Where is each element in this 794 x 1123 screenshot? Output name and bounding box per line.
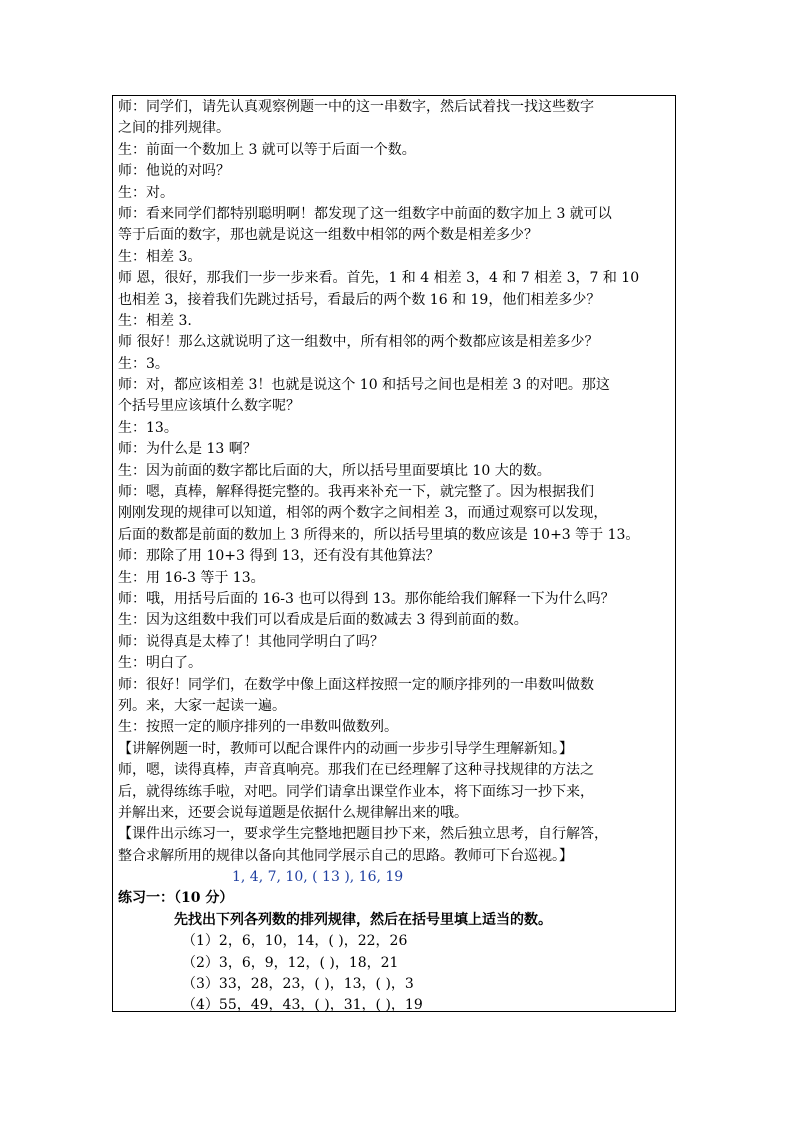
dialogue-line: 师：同学们，请先认真观察例题一中的这一串数字，然后试着找一找这些数字 (118, 99, 594, 115)
dialogue-line: 后，就得练练手啦，对吧。同学们请拿出课堂作业本，将下面练习一抄下来， (118, 783, 594, 800)
dialogue-line: 列。来，大家一起读一遍。 (118, 697, 286, 714)
exercise-instruction: 先找出下列各列数的排列规律，然后在括号里填上适当的数。 (174, 911, 552, 928)
dialogue-line: 等于后面的数字，那也就是说这一组数中相邻的两个数是相差多少？ (118, 227, 538, 244)
dialogue-line: 师：他说的对吗？ (118, 163, 230, 180)
dialogue-line: 生：前面一个数加上 3 就可以等于后面一个数。 (118, 141, 416, 158)
dialogue-line: 生：用 16-3 等于 13。 (118, 569, 265, 586)
dialogue-line: 师，嗯，读得真棒，声音真响亮。那我们在已经理解了这种寻找规律的方法之 (118, 762, 594, 779)
dialogue-line: 生：因为前面的数字都比后面的大，所以括号里面要填比 10 大的数。 (118, 462, 551, 479)
exercise-problem: （1）2，6，10，14，( )，22，26 (182, 933, 408, 950)
dialogue-line: 生：3。 (118, 355, 169, 372)
dialogue-line: 也相差 3，接着我们先跳过括号，看最后的两个数 16 和 19，他们相差多少？ (118, 291, 601, 308)
exercise-title: 练习一：（10 分） (118, 890, 234, 907)
dialogue-line: 师 很好！那么这就说明了这一组数中，所有相邻的两个数都应该是相差多少？ (118, 334, 599, 351)
dialogue-line: 生：按照一定的顺序排列的一串数叫做数列。 (118, 719, 398, 736)
dialogue-line: 整合求解所用的规律以备向其他同学展示自己的思路。教师可下台巡视。】 (118, 847, 573, 864)
dialogue-line: 师：那除了用 10+3 得到 13，还有没有其他算法？ (118, 548, 440, 565)
dialogue-line: 师：哦，用括号后面的 16-3 也可以得到 13。那你能给我们解释一下为什么吗？ (118, 590, 615, 607)
dialogue-line: 生：明白了。 (118, 655, 202, 672)
dialogue-line: 师：很好！同学们，在数学中像上面这样按照一定的顺序排列的一串数叫做数 (118, 676, 594, 693)
dialogue-line: 并解出来，还要会说每道题是依据什么规律解出来的哦。 (118, 804, 468, 821)
dialogue-line: 师：为什么是 13 啊？ (118, 441, 257, 458)
dialogue-line: 之间的排列规律。 (118, 120, 230, 137)
exercise-problem: （4）55，49，43，( )，31，( )，19 (182, 997, 423, 1014)
exercise-problem: （2）3，6，9，12，( )，18，21 (182, 954, 399, 971)
dialogue-line: 生：相差 3。 (118, 248, 202, 265)
dialogue-line: 生：因为这组数中我们可以看成是后面的数减去 3 得到前面的数。 (118, 612, 528, 629)
exercise-problem: （3）33，28，23，( )，13，( )，3 (182, 976, 414, 993)
dialogue-line: 师：看来同学们都特别聪明啊！都发现了这一组数字中前面的数字加上 3 就可以 (118, 205, 612, 222)
dialogue-line: 生：13。 (118, 419, 178, 436)
dialogue-line: 【讲解例题一时，教师可以配合课件内的动画一步步引导学生理解新知。】 (118, 740, 573, 757)
dialogue-line: 个括号里应该填什么数字呢？ (118, 398, 300, 415)
dialogue-line: 后面的数都是前面的数加上 3 所得来的，所以括号里填的数应该是 10+3 等于 13。 (118, 526, 640, 543)
sequence-answer: 1, 4, 7, 10, ( 13 ), 16, 19 (232, 869, 404, 886)
dialogue-line: 师 恩，很好，那我们一步一步来看。首先，1 和 4 相差 3，4 和 7 相差 3，7 和 10 (118, 270, 640, 287)
lesson-content (118, 97, 674, 1017)
dialogue-line: 师：嗯，真棒，解释得挺完整的。我再来补充一下，就完整了。因为根据我们 (118, 484, 594, 501)
dialogue-line: 师：说得真是太棒了！其他同学明白了吗？ (118, 633, 384, 650)
dialogue-line: 刚刚发现的规律可以知道，相邻的两个数字之间相差 3，而通过观察可以发现， (118, 505, 608, 522)
dialogue-line: 师：对，都应该相差 3！也就是说这个 10 和括号之间也是相差 3 的对吧。那这 (118, 377, 610, 394)
dialogue-line: 生：对。 (118, 184, 174, 201)
dialogue-line: 【课件出示练习一，要求学生完整地把题目抄下来，然后独立思考，自行解答， (118, 826, 608, 843)
dialogue-line: 生：相差 3. (118, 312, 192, 329)
